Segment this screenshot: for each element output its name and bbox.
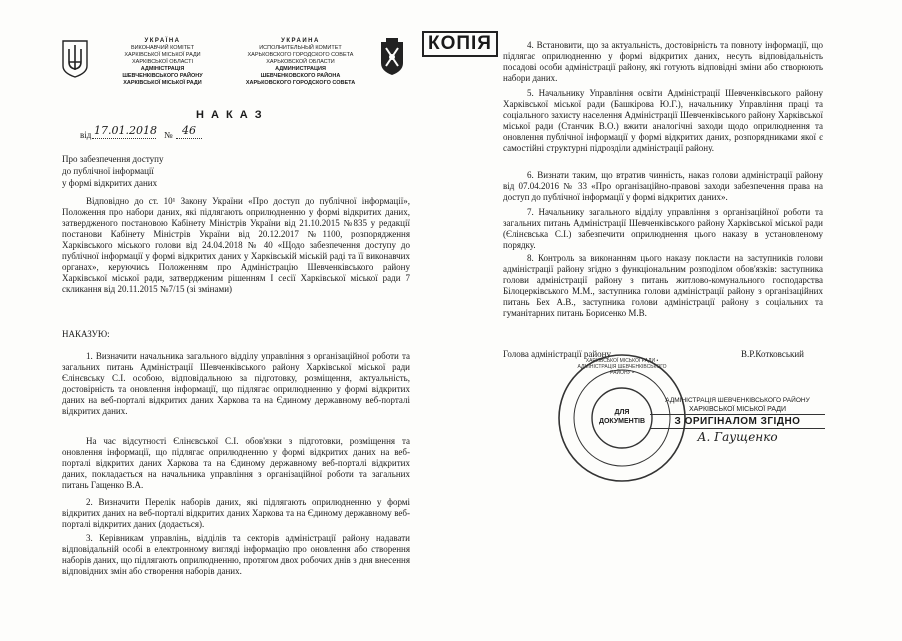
item-3-paragraph: 3. Керівникам управлінь, відділів та секторів адміністрації району надавати відповідальній особі в електронному вигляді інформацію про оновлення або створення наборів даних, що підлягають оприлюдненню, протягом двох робочих днів з дня внесення відповідних змін або створення наборів даних. [62, 533, 410, 576]
number-prefix: № [164, 130, 173, 140]
right-org-2: ШЕВЧЕНКОВСКОГО РАЙОНА [260, 73, 341, 79]
item-1-substitute-paragraph: На час відсутності Єлінєвської С.І. обов'язки з підготовки, розміщення та оновлення інформації, що підлягає оприлюдненню у формі відкритих даних на веб-порталі відкритих даних Харкова та на Єдиному державному веб-порталі відкритих даних, покладається на начальника управління з організаційної роботи та загальних питань Гащенко В.А. [62, 436, 410, 490]
cert-signature: А. Гаущенко [697, 430, 778, 444]
right-country: УКРАИНА [281, 38, 320, 44]
order-subject [62, 153, 163, 189]
left-org-1: АДМІНІСТРАЦІЯ [140, 66, 185, 72]
date-prefix: від [80, 130, 92, 140]
coat-of-arms-ukraine-icon [62, 40, 88, 78]
copy-stamp: КОПІЯ [422, 31, 498, 57]
right-line-3: ХАРЬКОВСКОЙ ОБЛАСТИ [266, 59, 335, 65]
left-line-3: ХАРКІВСЬКОЇ ОБЛАСТІ [131, 59, 193, 65]
order-date: 17.01.2018 [94, 124, 157, 137]
item-1-paragraph: 1. Визначити начальника загального відділу управління з організаційної роботи та загальних питань Адміністрації Шевченківського району Харківської міської ради Єлінєвську С.І. особою, відповідальною за підготовку, розміщення, актуальність, достовірність та оновлення інформації, що підлягає оприлюдненню у формі відкритих даних на веб-порталі відкритих даних Харкова та на Єдиному державному веб-порталі відкритих даних. [62, 351, 410, 416]
certification-stamp [650, 397, 825, 445]
right-org-3: ХАРЬКОВСКОГО ГОРОДСКОГО СОВЕТА [245, 80, 356, 86]
cert-stamp-top: АДМІНІСТРАЦІЯ ШЕВЧЕНКІВСЬКОГО РАЙОНУ [665, 397, 810, 404]
subject-line-3: у формі відкритих даних [62, 178, 158, 188]
item-5-paragraph: 5. Начальнику Управління освіти Адміністрації Шевченківського району Харківської міської ради (Башкірова Ю.Г.), начальнику Управління праці та соціального захисту населення Адміністрації Шевченківського району Харківської міської ради (Станчик В.О.) вжити аналогічні заходи щодо оприлюднення та оновлення публічної інформації у формі відкритих даних, розпорядниками якої є самостійні структурні підрозділи адміністрації району. [503, 88, 823, 153]
preamble-paragraph: Відповідно до ст. 10¹ Закону України «Про доступ до публічної інформації», Положення про набори даних, які підлягають оприлюдненню у формі відкритих даних, затвердженого постановою Кабінету Міністрів України від 21.10.2015 №835 у редакції постанови Кабінету Міністрів України від 20.12.2017 №1100, розпорядження Харківського міського голови від 24.04.2018 № 40 «Щодо забезпечення доступу до публічної інформації у формі відкритих даних у Харківській міській раді та її виконавчих органах», керуючись Положенням про Адміністрацію Шевченківського району Харківської міської ради, затвердженим рішенням І сесії Харківської міської ради 7 скликання від 20.11.2015 №7/15 (зі змінами) [62, 196, 410, 294]
subject-line-1: Про забезпечення доступу [62, 154, 164, 164]
item-8-paragraph: 8. Контроль за виконанням цього наказу покласти на заступників голови адміністрації району згідно з функціональним розподілом обов'язків: заступника голови адміністрації району з питань житлово-комунального господарства Білоцерківського М.М., заступника голови адміністрації району з організаційних питань Бех А.В., заступника голови адміністрації району з соціальних та гуманітарних питань Борисенко М.В. [503, 253, 823, 318]
item-2-paragraph: 2. Визначити Перелік наборів даних, які підлягають оприлюдненню у формі відкритих даних на веб-порталі відкритих даних Харкова та на Єдиному державному веб-порталі відкритих даних (додається). [62, 497, 410, 529]
item-4-paragraph: 4. Встановити, що за актуальність, достовірність та повноту інформації, що підлягає оприлюдненню у формі відкритих даних, несуть відповідальність посадові особи адміністрації району, які готують відповідні зміни або створюють набори даних. [503, 40, 823, 83]
right-line-2: ХАРЬКОВСКОГО ГОРОДСКОГО СОВЕТА [247, 52, 354, 58]
stamp-ring-text: ХАРКІВСЬКОЇ МІСЬКОЇ РАДИ • АДМІНІСТРАЦІЯ ШЕВЧЕНКІВСЬКОГО РАЙОНУ • [577, 358, 667, 376]
signatory-position: Голова адміністрації району [503, 349, 611, 359]
left-line-2: ХАРКІВСЬКОЇ МІСЬКОЇ РАДИ [124, 52, 201, 58]
right-org-1: АДМИНИСТРАЦИЯ [275, 66, 326, 72]
subject-line-2: до публічної інформації [62, 166, 154, 176]
item-6-paragraph: 6. Визнати таким, що втратив чинність, наказ голови адміністрації району від 07.04.2016 № 33 «Про організаційно-правові заходи забезпечення права на доступ до публічної інформації у формі відкритих даних». [503, 170, 823, 202]
item-7-paragraph: 7. Начальнику загального відділу управління з організаційної роботи та загальних питань Адміністрації Шевченківського району Харківської міської ради (Єлінєвська С.І.) забезпечити оприлюднення цього наказу в установленому порядку. [503, 207, 823, 250]
signatory-name: В.Р.Котковський [741, 349, 804, 359]
right-line-1: ИСПОЛНИТЕЛЬНЫЙ КОМИТЕТ [259, 45, 342, 51]
stamp-center-2: ДОКУМЕНТІВ [598, 418, 646, 425]
stamp-center-1: ДЛЯ [614, 409, 630, 416]
left-line-1: ВИКОНАВЧИЙ КОМІТЕТ [130, 45, 195, 51]
order-date-line [80, 124, 250, 140]
coat-of-arms-kharkiv-icon [380, 38, 404, 76]
left-country: УКРАЇНА [144, 38, 181, 44]
cert-stamp-main: З ОРИГІНАЛОМ ЗГІДНО [650, 414, 825, 429]
order-title: Н А К А З [196, 109, 264, 121]
left-org-3: ХАРКІВСЬКОЇ МІСЬКОЇ РАДИ [123, 80, 202, 86]
cert-stamp-mid: ХАРКІВСЬКОЇ МІСЬКОЇ РАДИ [688, 406, 787, 413]
order-word: НАКАЗУЮ: [62, 329, 110, 339]
left-org-2: ШЕВЧЕНКІВСЬКОГО РАЙОНУ [122, 73, 203, 79]
order-number: 46 [182, 124, 196, 137]
